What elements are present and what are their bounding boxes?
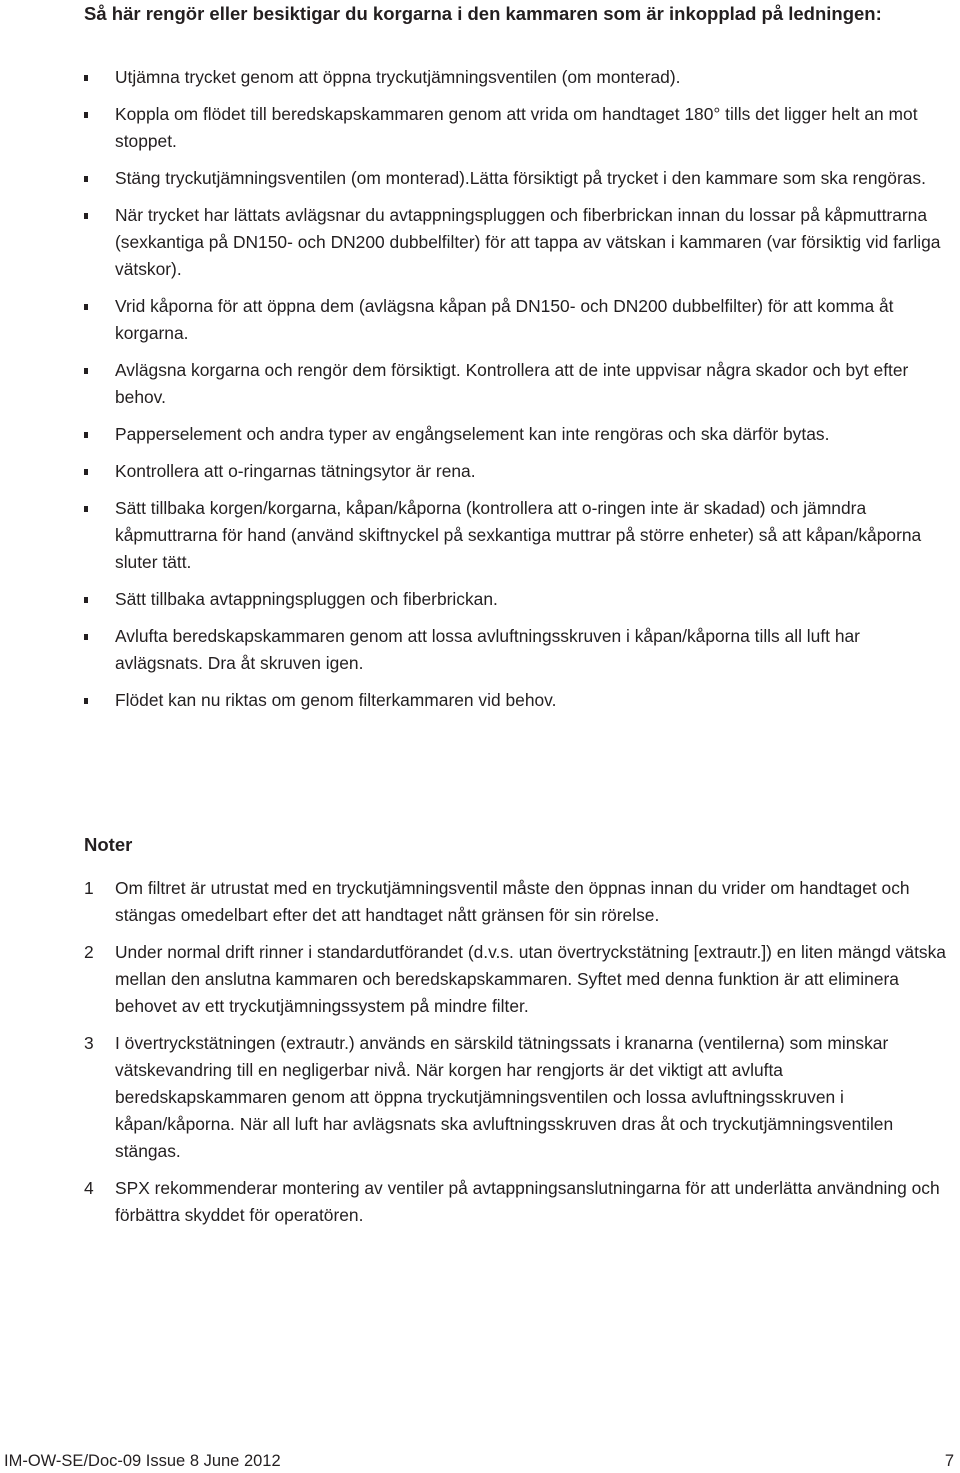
bullet-icon — [84, 213, 88, 219]
procedure-step-text: Vrid kåporna för att öppna dem (avlägsna kåpan på DN150- och DN200 dubbelfilter) för att komma åt korgarna. — [115, 296, 894, 343]
bullet-icon — [84, 506, 88, 512]
note-text: Under normal drift rinner i standardutförandet (d.v.s. utan övertryckstätning [extrautr.]) en liten mängd vätska mellan den anslutna kammaren och beredskapskammaren. Syftet med denna funktion är att eliminera behovet av ett tryckutjämningssystem på mindre filter. — [115, 942, 946, 1016]
note-text: I övertryckstätningen (extrautr.) används en särskild tätningssats i kranarna (ventilerna) som minskar vätskevandring till en negligerbar nivå. När korgen har rengjorts är det viktigt att avlufta beredskapskammaren genom att öppna tryckutjämningsventilen och lossa avluftningsskruven i kåpan/kåporna. När all luft har avlägsnats ska avluftningsskruven dras åt och tryckutjämningsventilen stängas. — [115, 1033, 894, 1161]
bullet-icon — [84, 634, 88, 640]
bullet-icon — [84, 368, 88, 374]
note-number: 1 — [84, 878, 94, 898]
note-item — [84, 1175, 950, 1229]
bullet-icon — [84, 698, 88, 704]
procedure-step — [84, 101, 950, 155]
bullet-icon — [84, 597, 88, 603]
note-item — [84, 875, 950, 929]
procedure-step — [84, 64, 950, 91]
procedure-step-text: Flödet kan nu riktas om genom filterkammaren vid behov. — [115, 690, 557, 710]
procedure-step-text: Koppla om flödet till beredskapskammaren genom att vrida om handtaget 180° tills det ligger helt an mot stoppet. — [115, 104, 918, 151]
note-item — [84, 1030, 950, 1165]
procedure-step — [84, 357, 950, 411]
procedure-step — [84, 421, 950, 448]
note-number: 4 — [84, 1178, 94, 1198]
footer-document-id: IM-OW-SE/Doc-09 Issue 8 June 2012 — [4, 1452, 281, 1470]
note-number: 3 — [84, 1033, 94, 1053]
procedure-step — [84, 202, 950, 283]
notes-heading: Noter — [84, 834, 133, 855]
procedure-step — [84, 495, 950, 576]
procedure-step — [84, 458, 950, 485]
notes-list — [84, 875, 950, 1239]
procedure-step-text: Sätt tillbaka korgen/korgarna, kåpan/kåporna (kontrollera att o-ringen inte är skadad) och jämndra kåpmuttrarna för hand (använd skiftnyckel på sexkantiga muttrar på större enheter) så att kåpan/kåporna sluter tätt. — [115, 498, 922, 572]
note-text: SPX rekommenderar montering av ventiler på avtappningsanslutningarna för att underlätta användning och förbättra skyddet för operatören. — [115, 1178, 940, 1225]
bullet-icon — [84, 176, 88, 182]
procedure-step-text: Utjämna trycket genom att öppna tryckutjämningsventilen (om monterad). — [115, 67, 681, 87]
procedure-step-text: Stäng tryckutjämningsventilen (om monterad).Lätta försiktigt på trycket i den kammare som ska rengöras. — [115, 168, 926, 188]
procedure-list — [84, 64, 950, 724]
note-number: 2 — [84, 942, 94, 962]
bullet-icon — [84, 112, 88, 118]
procedure-step-text: När trycket har lättats avlägsnar du avtappningspluggen och fiberbrickan innan du lossar på kåpmuttrarna (sexkantiga på DN150- och DN200 dubbelfilter) för att tappa av vätskan i kammaren (var försiktig vid farliga vätskor). — [115, 205, 941, 279]
procedure-step — [84, 623, 950, 677]
procedure-step-text: Kontrollera att o-ringarnas tätningsytor är rena. — [115, 461, 476, 481]
procedure-step — [84, 293, 950, 347]
bullet-icon — [84, 75, 88, 81]
note-item — [84, 939, 950, 1020]
procedure-step — [84, 165, 950, 192]
footer-page-number: 7 — [944, 1452, 954, 1470]
procedure-step — [84, 586, 950, 613]
note-text: Om filtret är utrustat med en tryckutjämningsventil måste den öppnas innan du vrider om handtaget och stängas omedelbart efter det att handtaget nått gränsen för sin rörelse. — [115, 878, 910, 925]
bullet-icon — [84, 469, 88, 475]
bullet-icon — [84, 304, 88, 310]
bullet-icon — [84, 432, 88, 438]
procedure-step — [84, 687, 950, 714]
procedure-step-text: Sätt tillbaka avtappningspluggen och fiberbrickan. — [115, 589, 498, 609]
section-heading: Så här rengör eller besiktigar du korgarna i den kammaren som är inkopplad på ledningen: — [84, 3, 882, 24]
procedure-step-text: Avlufta beredskapskammaren genom att lossa avluftningsskruven i kåpan/kåporna tills all luft har avlägsnats. Dra åt skruven igen. — [115, 626, 860, 673]
procedure-step-text: Papperselement och andra typer av engångselement kan inte rengöras och ska därför bytas. — [115, 424, 830, 444]
procedure-step-text: Avlägsna korgarna och rengör dem försiktigt. Kontrollera att de inte uppvisar några skador och byt efter behov. — [115, 360, 909, 407]
